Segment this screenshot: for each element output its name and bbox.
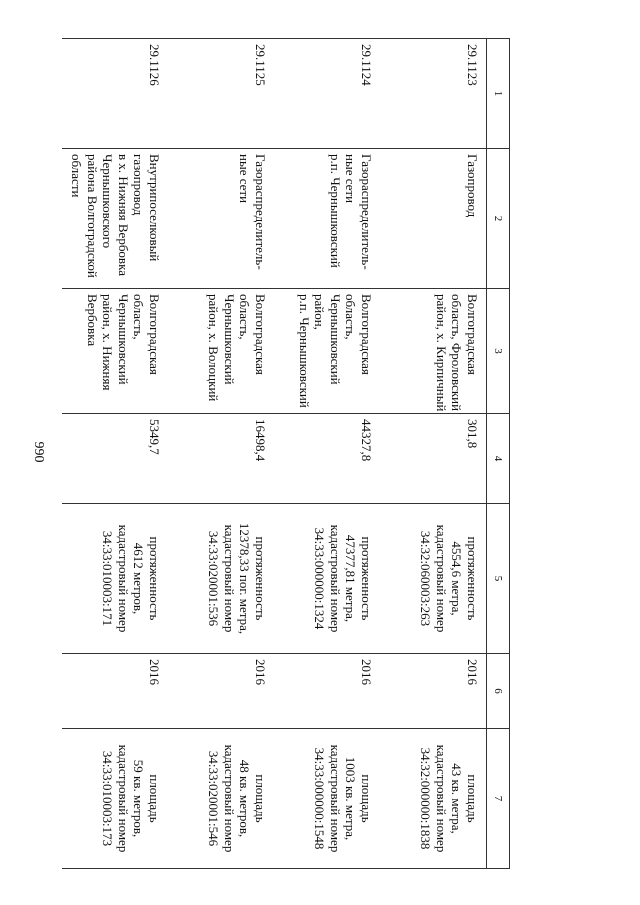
characteristics-line: протяженность [253,536,268,621]
characteristics-cell [274,504,380,654]
row-number-cell: 29.1123 [380,39,487,149]
table-row [274,39,380,869]
address-cell [274,289,380,414]
land-area-line: 34:32:000000:1838 [418,747,434,850]
object-name-line: Газораспределитель- [253,154,268,270]
row-number-cell: 29.1126 [62,39,168,149]
characteristics-line: 47377,81 метра, [343,534,359,623]
object-name-line: газопровод [131,154,147,216]
object-name-line: области [69,154,85,198]
characteristics-line: протяженность [147,536,162,621]
value-cell: 44327,8 [274,414,380,504]
address-line: Чернышковский [222,294,237,385]
address-cell [380,289,487,414]
characteristics-cell [380,504,487,654]
address-line: Вербовка [85,294,100,347]
object-name-line: р.п. Чернышковский [328,154,343,268]
address-line: район, х. Нижняя [100,294,116,391]
table-body [62,39,487,869]
land-area-cell [62,729,168,869]
address-line: р.п. Чернышковский [297,294,312,408]
year-cell: 2016 [380,654,487,729]
land-area-line: кадастровый номер [328,744,343,853]
land-area-cell [380,729,487,869]
land-area-line: 59 кв. метров, [131,759,147,838]
value-cell: 5349,7 [62,414,168,504]
object-name-line: ные сети [343,154,359,204]
column-header-7: 7 [487,729,510,869]
address-line: Волгоградская [465,294,480,375]
characteristics-line: кадастровый номер [434,524,449,633]
land-area-line: кадастровый номер [222,744,237,853]
characteristics-line: 4612 метров, [131,542,147,615]
registry-table-container [69,38,510,868]
table-row [168,39,274,869]
characteristics-line: 12378,33 пог. метра, [237,522,253,635]
object-name-cell [274,149,380,289]
object-name-cell [380,149,487,289]
page-number: 990 [31,441,46,463]
land-area-line: кадастровый номер [434,744,449,853]
year-cell: 2016 [274,654,380,729]
land-area-line: 43 кв. метра, [449,763,465,834]
address-line: область, [131,294,147,340]
land-area-cell [168,729,274,869]
address-line: район, [312,294,328,330]
column-header-5: 5 [487,504,510,654]
value-cell: 16498,4 [168,414,274,504]
characteristics-cell [62,504,168,654]
characteristics-line: кадастровый номер [328,524,343,633]
address-line: область, [237,294,253,340]
table-row [62,39,168,869]
column-header-4: 4 [487,414,510,504]
address-line: район, х. Волоцкий [206,294,222,402]
address-cell [168,289,274,414]
object-name-line: Чернышковского [100,154,116,249]
column-header-1: 1 [487,39,510,149]
characteristics-cell [168,504,274,654]
land-area-line: 34:33:020001:546 [206,750,222,847]
address-line: Волгоградская [147,294,162,375]
column-header-3: 3 [487,289,510,414]
object-name-cell [62,149,168,289]
land-area-line: 48 кв. метров, [237,759,253,838]
object-name-cell [168,149,274,289]
object-name-line: Газораспределитель- [359,154,374,270]
address-line: Волгоградская [359,294,374,375]
characteristics-line: кадастровый номер [222,524,237,633]
year-cell: 2016 [168,654,274,729]
row-number-cell: 29.1124 [274,39,380,149]
characteristics-line: 34:33:010003:171 [100,530,116,627]
land-area-line: 34:33:000000:1548 [312,747,328,850]
address-cell [62,289,168,414]
table-row [380,39,487,869]
column-header-6: 6 [487,654,510,729]
characteristics-line: протяженность [465,536,480,621]
land-area-line: 34:33:010003:173 [100,750,116,847]
land-area-line: площадь [253,774,268,823]
characteristics-line: 34:33:000000:1324 [312,527,328,630]
characteristics-line: протяженность [359,536,374,621]
land-area-cell [274,729,380,869]
row-number-cell: 29.1125 [168,39,274,149]
address-line: область, [343,294,359,340]
address-line: Волгоградская [253,294,268,375]
characteristics-line: 34:32:060003:263 [418,530,434,627]
column-header-2: 2 [487,149,510,289]
address-line: район, х. Кирпичный [434,294,449,412]
land-area-line: 1003 кв. метра, [343,756,359,841]
characteristics-line: 4554,6 метра, [449,541,465,616]
address-line: область, Фроловский [449,294,465,412]
land-area-line: площадь [147,774,162,823]
object-name-line: района Волгоградской [85,154,100,278]
land-area-line: площадь [465,774,480,823]
year-cell: 2016 [62,654,168,729]
address-line: Чернышковский [116,294,131,385]
object-name-line: ные сети [237,154,253,204]
object-name-line: Внутрипоселковый [147,154,162,262]
value-cell: 301,8 [380,414,487,504]
object-name-line: Газопровод [465,154,480,218]
characteristics-line: 34:33:020001:536 [206,530,222,627]
column-header-row [487,39,510,869]
land-area-line: кадастровый номер [116,744,131,853]
object-name-line: в х. Нижняя Вербовка [116,154,131,276]
characteristics-line: кадастровый номер [116,524,131,633]
land-area-line: площадь [359,774,374,823]
address-line: Чернышковский [328,294,343,385]
registry-table [62,38,510,869]
